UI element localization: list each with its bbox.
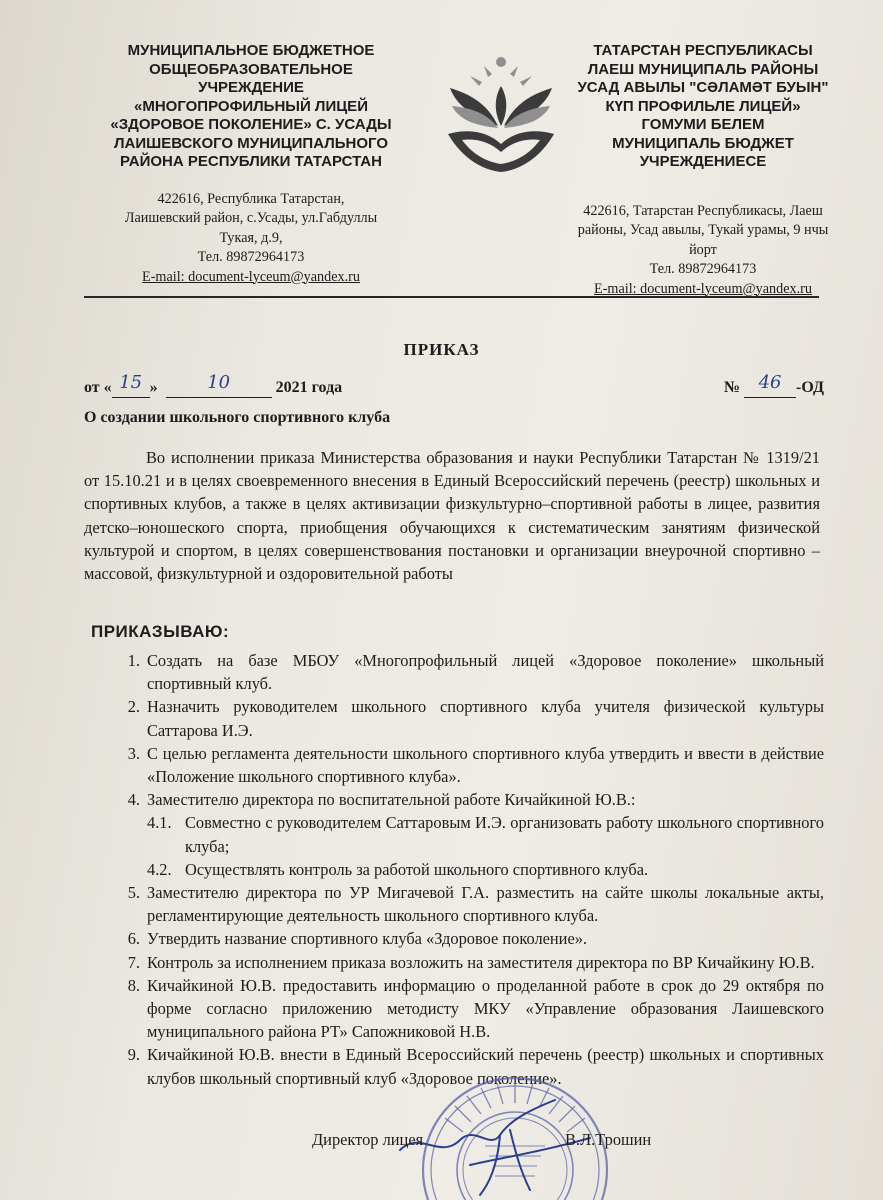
- item-number: 6.: [127, 929, 140, 949]
- org-line: «ЗДОРОВОЕ ПОКОЛЕНИЕ» С. УСАДЫ: [110, 116, 392, 133]
- item-number: 2.: [127, 697, 140, 717]
- list-item: [110, 951, 824, 974]
- item-number: 7.: [127, 952, 140, 972]
- list-item: [110, 974, 824, 1044]
- org-line: «МНОГОПРОФИЛЬНЫЙ ЛИЦЕЙ: [134, 97, 368, 115]
- preamble: Во исполнении приказа Министерства образования и науки Республики Татарстан № 1319/21 от 15.10.21 и в целях своевременного внесения в Единый Всероссийский перечень (реестр) школьных и спортивных клубов, а также в целях активизации физкультурно–спортивной работы в лицее, развития детско–юношеского спорта, приобщения обучающихся к систематическим занятиям физической культурой и спортом, в целях совершенствования постановки и организации внеурочной спортивно – массовой, физкультурной и оздоровительной работы: [84, 448, 820, 584]
- address-line: 422616, Татарстан Республикасы, Лаеш: [583, 202, 823, 219]
- email-link[interactable]: E-mail: document-lyceum@yandex.ru: [142, 268, 360, 285]
- list-item: [110, 695, 824, 741]
- number-suffix: -ОД: [796, 379, 824, 396]
- day-blank: [112, 372, 150, 398]
- item-text: Назначить руководителем школьного спортивного клуба учителя физической культуры Саттарова И.Э.: [147, 697, 824, 740]
- org-line: УЧРЕЖДЕНИЕСЕ: [639, 153, 767, 170]
- month-blank: [166, 372, 272, 398]
- list-item: [110, 649, 824, 695]
- item-text: С целью регламента деятельности школьного спортивного клуба утвердить и ввести в действие «Положение школьного спортивного клуба».: [147, 743, 824, 787]
- phone: Тел. 89872964173: [197, 249, 305, 265]
- org-line: ЛАИШЕВСКОГО МУНИЦИПАЛЬНОГО: [113, 134, 389, 152]
- item-number: 3.: [127, 743, 140, 763]
- org-line: ЛАЕШ МУНИЦИПАЛЬ РАЙОНЫ: [587, 60, 819, 78]
- email-link[interactable]: E-mail: document-lyceum@yandex.ru: [594, 280, 812, 297]
- lyceum-logo-icon: [440, 48, 562, 176]
- year-text: 2021 года: [275, 379, 343, 396]
- item-number: 5.: [127, 883, 140, 903]
- list-item: [110, 742, 824, 788]
- order-subject: О создании школьного спортивного клуба: [84, 409, 391, 426]
- list-subitem: [110, 811, 824, 857]
- org-line: МУНИЦИПАЛЬНОЕ БЮДЖЕТНОЕ: [127, 42, 375, 59]
- item-text: Контроль за исполнением приказа возложить на заместителя директора по ВР Кичайкину Ю.В.: [147, 952, 815, 972]
- item-number: 1.: [127, 651, 140, 670]
- signer-name: В.Л.Трошин: [565, 1130, 652, 1149]
- org-line: УСАД АВЫЛЫ "СӘЛАМӘТ БУЫН": [577, 79, 829, 96]
- item-text: Заместителю директора по УР Мигачевой Г.А. разместить на сайте школы локальные акты, регламентирующие деятельность школьного спортивного клуба.: [147, 883, 824, 926]
- date-number-line: [84, 372, 824, 400]
- list-item: [110, 881, 824, 927]
- org-line: ТАТАРСТАН РЕСПУБЛИКАСЫ: [593, 42, 813, 59]
- org-line: КҮП ПРОФИЛЬЛЕ ЛИЦЕЙ»: [605, 97, 801, 115]
- item-text: Осуществлять контроль за работой школьного спортивного клуба.: [185, 859, 649, 879]
- item-number: 4.1.: [147, 813, 172, 833]
- number-prefix: №: [723, 379, 741, 396]
- phone: Тел. 89872964173: [649, 261, 757, 277]
- org-line: РАЙОНА РЕСПУБЛИКИ ТАТАРСТАН: [120, 153, 382, 170]
- order-items: [110, 649, 824, 1090]
- item-text: Совместно с руководителем Саттаровым И.Э. организовать работу школьного спортивного клуба;: [185, 813, 824, 856]
- item-text: Кичайкиной Ю.В. предоставить информацию о проделанной работе в срок до 29 октября по форме согласно приложению методисту МКУ «Управление образования Лаишевского муниципального района РТ» Сапожниковой Н.В.: [147, 975, 824, 1042]
- item-number: 4.2.: [147, 859, 172, 879]
- org-name-tt: [558, 42, 848, 172]
- address-line: йорт: [689, 241, 717, 258]
- address-tt: [558, 202, 848, 300]
- month-handwritten: 10: [207, 372, 231, 393]
- org-line: ОБЩЕОБРАЗОВАТЕЛЬНОЕ: [149, 60, 353, 78]
- org-line: МУНИЦИПАЛЬ БЮДЖЕТ: [612, 134, 794, 152]
- date-prefix: от «: [84, 379, 112, 396]
- order-word: ПРИКАЗЫВАЮ:: [91, 622, 230, 641]
- document-title: ПРИКАЗ: [403, 340, 480, 359]
- list-item: [110, 927, 824, 950]
- address-line: Лаишевский район, с.Усады, ул.Габдуллы: [124, 210, 378, 226]
- header-divider: [84, 296, 819, 298]
- day-handwritten: 15: [119, 372, 143, 393]
- address-line: районы, Усад авылы, Тукай урамы, 9 нчы: [577, 222, 829, 238]
- signer-role: Директор лицея: [312, 1130, 424, 1149]
- order-date: [84, 372, 343, 398]
- address-ru: [95, 190, 407, 288]
- item-number: 9.: [127, 1045, 140, 1065]
- address-line: Тукая, д.9,: [219, 229, 283, 246]
- number-handwritten: 46: [758, 372, 782, 393]
- number-blank: [744, 372, 796, 398]
- item-text: Создать на базе МБОУ «Многопрофильный лицей «Здоровое поколение» школьный спортивный клуб.: [147, 651, 824, 694]
- org-line: ГОМУМИ БЕЛЕМ: [641, 116, 765, 133]
- date-mid: »: [149, 379, 158, 396]
- header-left: [95, 42, 407, 287]
- item-text: Кичайкиной Ю.В. внести в Единый Всероссийский перечень (реестр) школьных и спортивных клубов школьный спортивный клуб «Здоровое поколение».: [147, 1045, 824, 1088]
- order-number: [723, 372, 824, 398]
- header-right: [558, 42, 848, 299]
- list-subitem: [110, 858, 824, 881]
- item-number: 4.: [127, 790, 140, 810]
- org-name-ru: [95, 42, 407, 172]
- org-line: УЧРЕЖДЕНИЕ: [198, 79, 304, 96]
- item-text: Заместителю директора по воспитательной работе Кичайкиной Ю.В.:: [147, 790, 636, 810]
- list-item: [110, 788, 824, 811]
- address-line: 422616, Республика Татарстан,: [157, 190, 345, 207]
- item-text: Утвердить название спортивного клуба «Здоровое поколение».: [147, 929, 588, 949]
- item-number: 8.: [127, 975, 140, 995]
